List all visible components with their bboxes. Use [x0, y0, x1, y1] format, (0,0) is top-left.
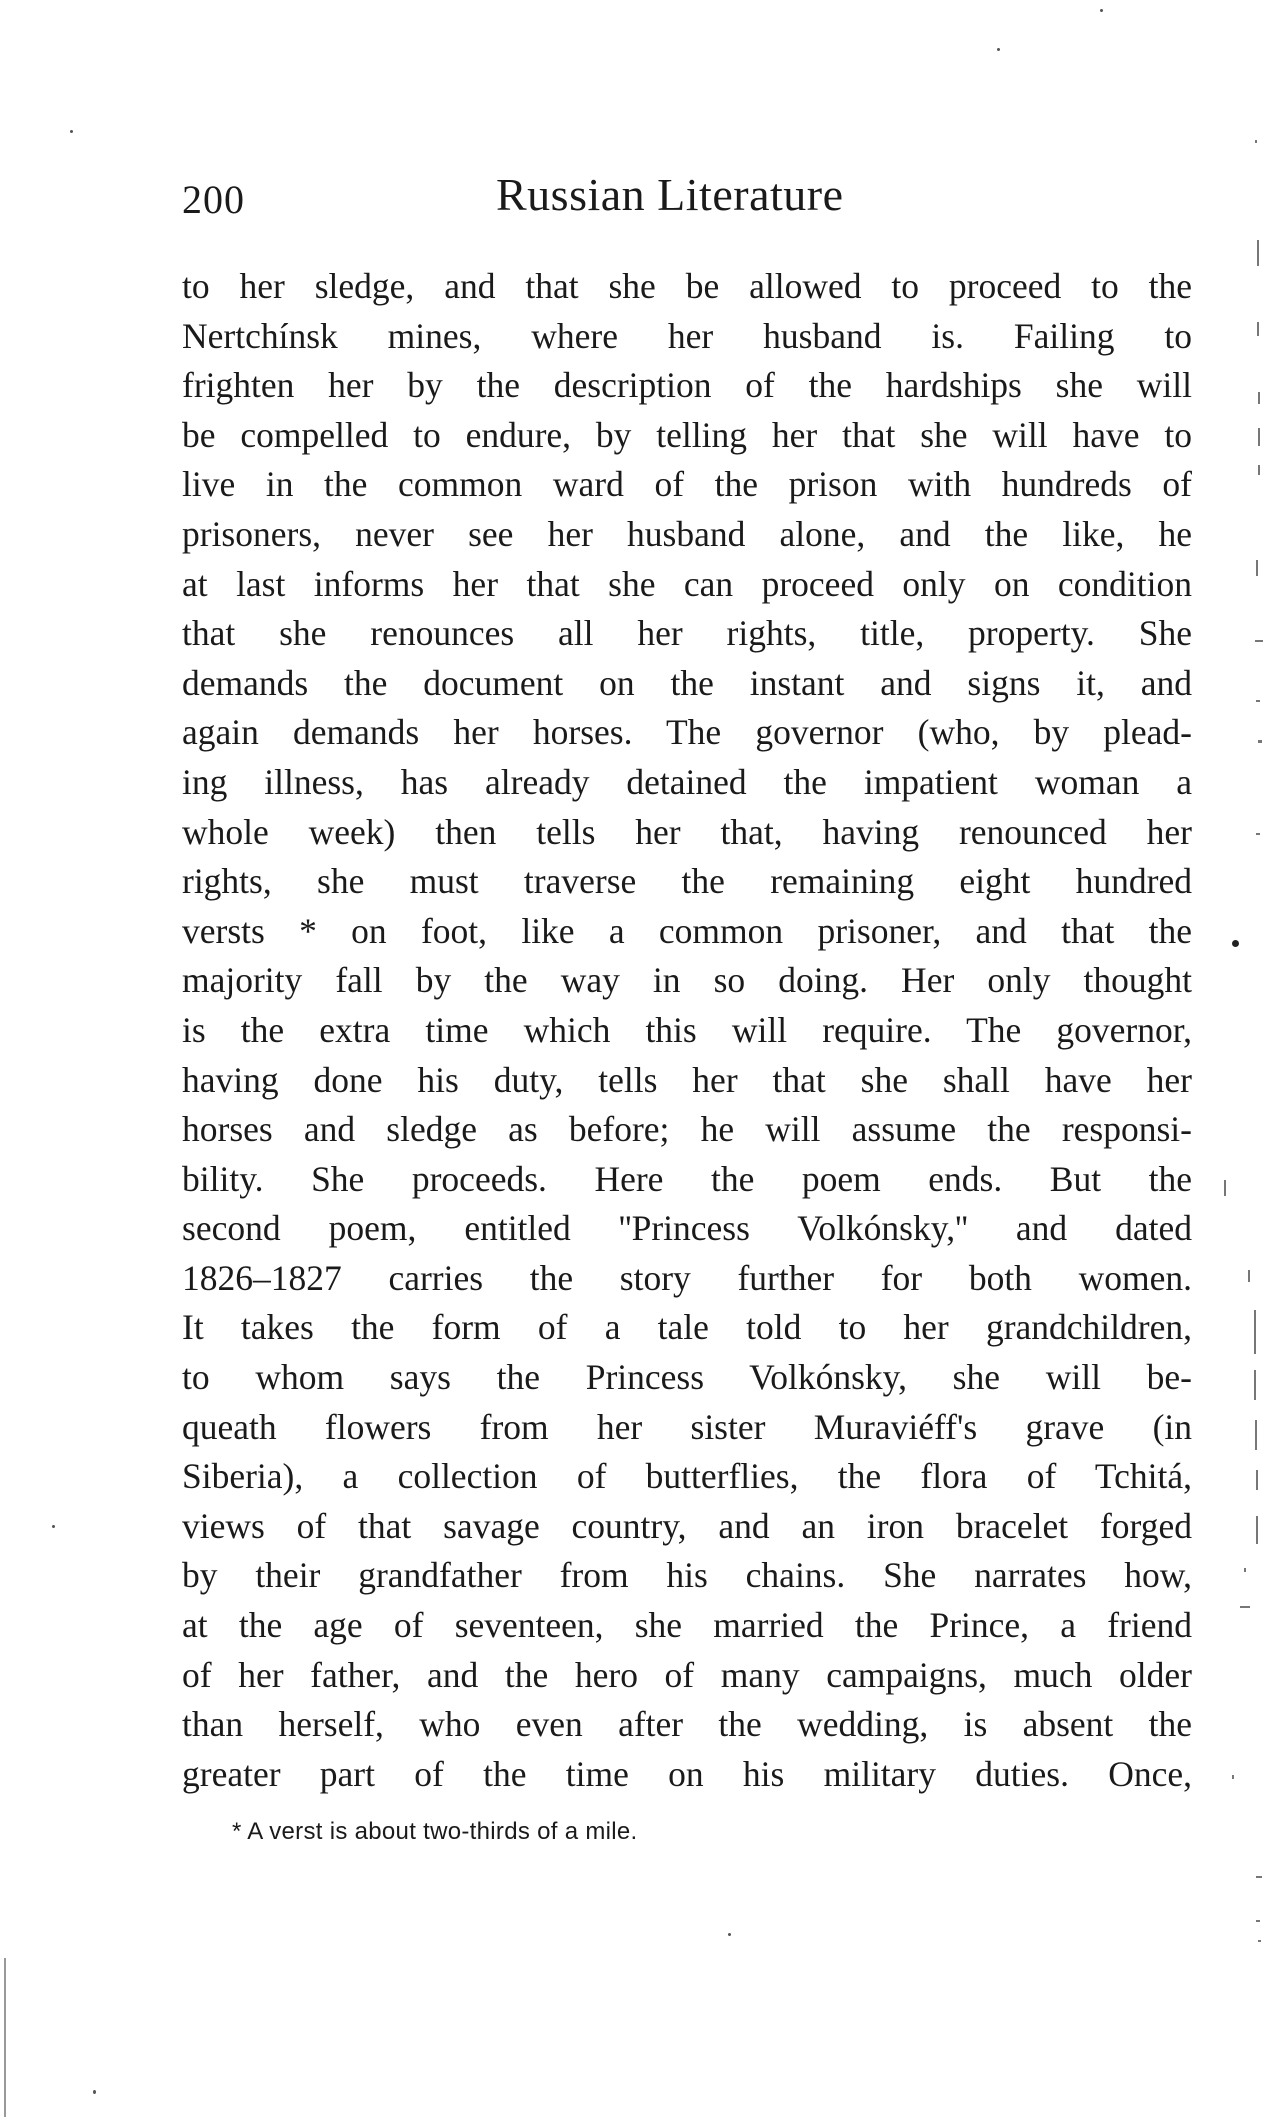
scan-speck	[70, 130, 73, 133]
text-line: than herself, who even after the wedding, is absent the	[182, 1704, 1192, 1745]
scan-edge-mark	[1232, 1775, 1234, 1779]
text-line: by their grandfather from his chains. She narrates how,	[182, 1555, 1192, 1596]
scan-speck	[93, 2090, 96, 2094]
text-line: It takes the form of a tale told to her grandchildren,	[182, 1307, 1192, 1348]
scan-edge-mark	[1258, 465, 1260, 475]
text-line: 1826–1827 carries the story further for both women.	[182, 1257, 1192, 1298]
scan-edge-mark	[1258, 428, 1260, 446]
scan-speck	[997, 48, 1000, 51]
scan-speck	[1232, 940, 1239, 947]
text-line: whole week) then tells her that, having renounced her	[182, 811, 1192, 852]
scan-edge-mark	[1257, 240, 1259, 266]
text-line: prisoners, never see her husband alone, and the like, he	[182, 513, 1192, 554]
running-head	[182, 168, 1192, 238]
scan-edge-mark	[1258, 1940, 1261, 1942]
scan-edge-mark	[1255, 1420, 1257, 1450]
text-line: live in the common ward of the prison with hundreds of	[182, 464, 1192, 505]
footnote: * A verst is about two-thirds of a mile.	[232, 1818, 638, 1845]
scan-edge-mark	[1255, 140, 1257, 143]
scan-edge-mark	[1256, 1516, 1258, 1544]
text-line: again demands her horses. The governor (who, by plead-	[182, 712, 1192, 753]
scan-speck	[52, 1525, 55, 1528]
text-line: Siberia), a collection of butterflies, the flora of Tchitá,	[182, 1456, 1192, 1497]
scan-edge-mark	[1258, 392, 1260, 404]
text-line: to whom says the Princess Volkónsky, she will be-	[182, 1357, 1192, 1398]
text-line: at last informs her that she can proceed only on condition	[182, 563, 1192, 604]
text-line: of her father, and the hero of many campaigns, much older	[182, 1654, 1192, 1695]
text-line: that she renounces all her rights, title, property. She	[182, 613, 1192, 654]
text-line: having done his duty, tells her that she shall have her	[182, 1059, 1192, 1100]
running-title: Russian Literature	[496, 169, 844, 220]
text-line: ing illness, has already detained the impatient woman a	[182, 761, 1192, 802]
text-line: greater part of the time on his military duties. Once,	[182, 1753, 1192, 1794]
text-line: demands the document on the instant and signs it, and	[182, 662, 1192, 703]
scan-edge-mark	[1254, 1370, 1256, 1400]
scan-speck	[728, 1933, 731, 1936]
text-line: frighten her by the description of the hardships she will	[182, 365, 1192, 406]
text-line: second poem, entitled ''Princess Volkónsky,'' and dated	[182, 1208, 1192, 1249]
page-number: 200	[182, 177, 245, 222]
text-line: queath flowers from her sister Muraviéff's grave (in	[182, 1406, 1192, 1447]
scan-edge-mark	[1256, 560, 1258, 576]
text-line: to her sledge, and that she be allowed to proceed to the	[182, 266, 1192, 306]
scan-edge-mark	[1240, 1606, 1250, 1608]
text-line: rights, she must traverse the remaining eight hundred	[182, 861, 1192, 902]
scan-edge-mark	[1257, 322, 1259, 336]
scan-edge-mark	[1244, 1568, 1246, 1572]
scan-edge-mark	[1255, 640, 1263, 642]
scan-edge-mark	[1224, 1180, 1226, 1196]
scan-edge-mark	[4, 1958, 6, 2117]
text-line: horses and sledge as before; he will assume the responsi-	[182, 1109, 1192, 1150]
scan-edge-mark	[1256, 1920, 1260, 1922]
scan-edge-mark	[1256, 700, 1260, 702]
body-text	[182, 262, 1192, 1799]
text-line: be compelled to endure, by telling her that she will have to	[182, 414, 1192, 455]
text-line: Nertchínsk mines, where her husband is. Failing to	[182, 315, 1192, 356]
scan-edge-mark	[1256, 833, 1260, 835]
scan-edge-mark	[1248, 1270, 1250, 1282]
scan-edge-mark	[1254, 1310, 1256, 1354]
text-line: is the extra time which this will require. The governor,	[182, 1009, 1192, 1050]
text-line: at the age of seventeen, she married the Prince, a friend	[182, 1605, 1192, 1646]
scan-edge-mark	[1256, 1876, 1262, 1878]
scan-edge-mark	[1256, 1470, 1258, 1490]
text-line: views of that savage country, and an iron bracelet forged	[182, 1505, 1192, 1546]
text-line: majority fall by the way in so doing. Her only thought	[182, 960, 1192, 1001]
scan-edge-mark	[1258, 740, 1262, 743]
text-line: versts * on foot, like a common prisoner, and that the	[182, 910, 1192, 951]
scan-speck	[1100, 9, 1103, 12]
text-line: bility. She proceeds. Here the poem ends. But the	[182, 1158, 1192, 1199]
